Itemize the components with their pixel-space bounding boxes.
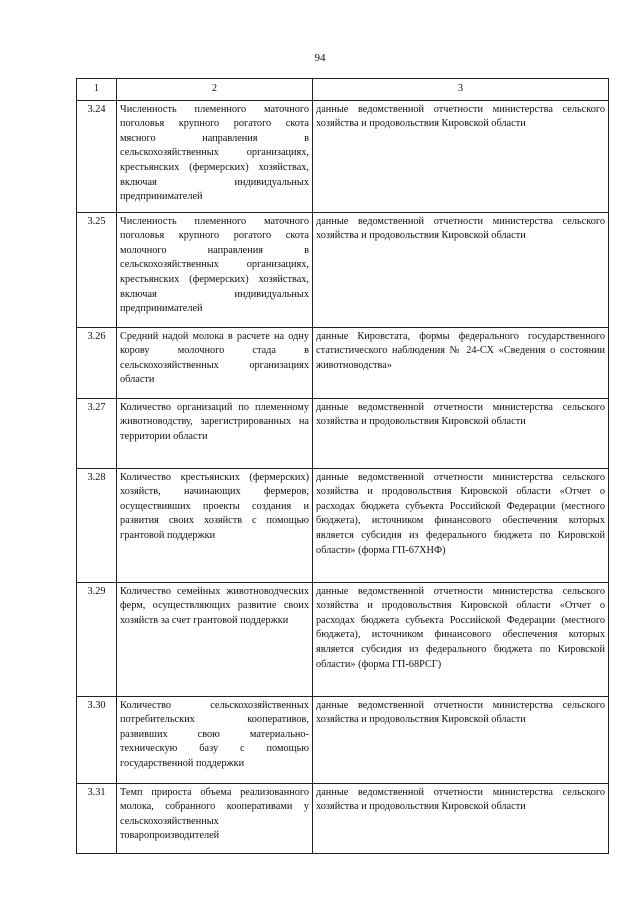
row-number: 3.26 xyxy=(77,327,117,398)
data-source: данные ведомственной отчетности министерства сельского хозяйства и продовольствия Кировской области xyxy=(313,783,609,853)
data-source: данные ведомственной отчетности министерства сельского хозяйства и продовольствия Кировской области «Отчет о расходах бюджета субъекта Российской Федерации (местного бюджета), источником финансового обеспечения которых является субсидия из федерального бюджета по Кировской области» (форма ГП-67ХНФ) xyxy=(313,468,609,582)
column-header-1: 1 xyxy=(77,79,117,101)
table-row xyxy=(77,327,609,398)
row-number: 3.31 xyxy=(77,783,117,853)
data-source: данные ведомственной отчетности министерства сельского хозяйства и продовольствия Кировской области «Отчет о расходах бюджета субъекта Российской Федерации (местного бюджета), источником финансового обеспечения которых является субсидия из федерального бюджета по Кировской области» (форма ГП-68РСГ) xyxy=(313,582,609,696)
table-header-row xyxy=(77,79,609,101)
row-number: 3.28 xyxy=(77,468,117,582)
row-number: 3.27 xyxy=(77,398,117,468)
indicator-name: Количество крестьянских (фермерских) хозяйств, начинающих фермеров, осуществивших проекты создания и развития своих хозяйств с помощью грантовой поддержки xyxy=(117,468,313,582)
table-row xyxy=(77,783,609,853)
column-header-2: 2 xyxy=(117,79,313,101)
data-source: данные ведомственной отчетности министерства сельского хозяйства и продовольствия Кировской области xyxy=(313,212,609,327)
row-number: 3.29 xyxy=(77,582,117,696)
table-row xyxy=(77,582,609,696)
indicator-name: Количество организаций по племенному животноводству, зарегистрированных на территории области xyxy=(117,398,313,468)
indicator-name: Количество сельскохозяйственных потребительских кооперативов, развивших свою материально-техническую базу с помощью государственной поддержки xyxy=(117,696,313,783)
page-number: 94 xyxy=(314,52,326,64)
data-source: данные Кировстата, формы федерального государственного статистического наблюдения № 24-СХ «Сведения о состоянии животноводства» xyxy=(313,327,609,398)
indicator-name: Средний надой молока в расчете на одну корову молочного стада в сельскохозяйственных организациях области xyxy=(117,327,313,398)
table-row xyxy=(77,398,609,468)
table-row xyxy=(77,696,609,783)
table-row xyxy=(77,212,609,327)
data-source: данные ведомственной отчетности министерства сельского хозяйства и продовольствия Кировской области xyxy=(313,398,609,468)
column-header-3: 3 xyxy=(313,79,609,101)
indicator-table xyxy=(76,78,609,854)
row-number: 3.30 xyxy=(77,696,117,783)
indicator-name: Численность племенного маточного поголовья крупного рогатого скота молочного направления в сельскохозяйственных организациях, крестьянских (фермерских) хозяйствах, включая индивидуальных предпринимателей xyxy=(117,212,313,327)
row-number: 3.25 xyxy=(77,212,117,327)
indicator-name: Численность племенного маточного поголовья крупного рогатого скота мясного направления в сельскохозяйственных организациях, крестьянских (фермерских) хозяйствах, включая индивидуальных предпринимателей xyxy=(117,100,313,212)
row-number: 3.24 xyxy=(77,100,117,212)
table-row xyxy=(77,100,609,212)
indicator-name: Темп прироста объема реализованного молока, собранного кооперативами у сельскохозяйственных товаропроизводителей xyxy=(117,783,313,853)
indicator-name: Количество семейных животноводческих ферм, осуществляющих развитие своих хозяйств за счет грантовой поддержки xyxy=(117,582,313,696)
data-source: данные ведомственной отчетности министерства сельского хозяйства и продовольствия Кировской области xyxy=(313,100,609,212)
table-row xyxy=(77,468,609,582)
data-source: данные ведомственной отчетности министерства сельского хозяйства и продовольствия Кировской области xyxy=(313,696,609,783)
